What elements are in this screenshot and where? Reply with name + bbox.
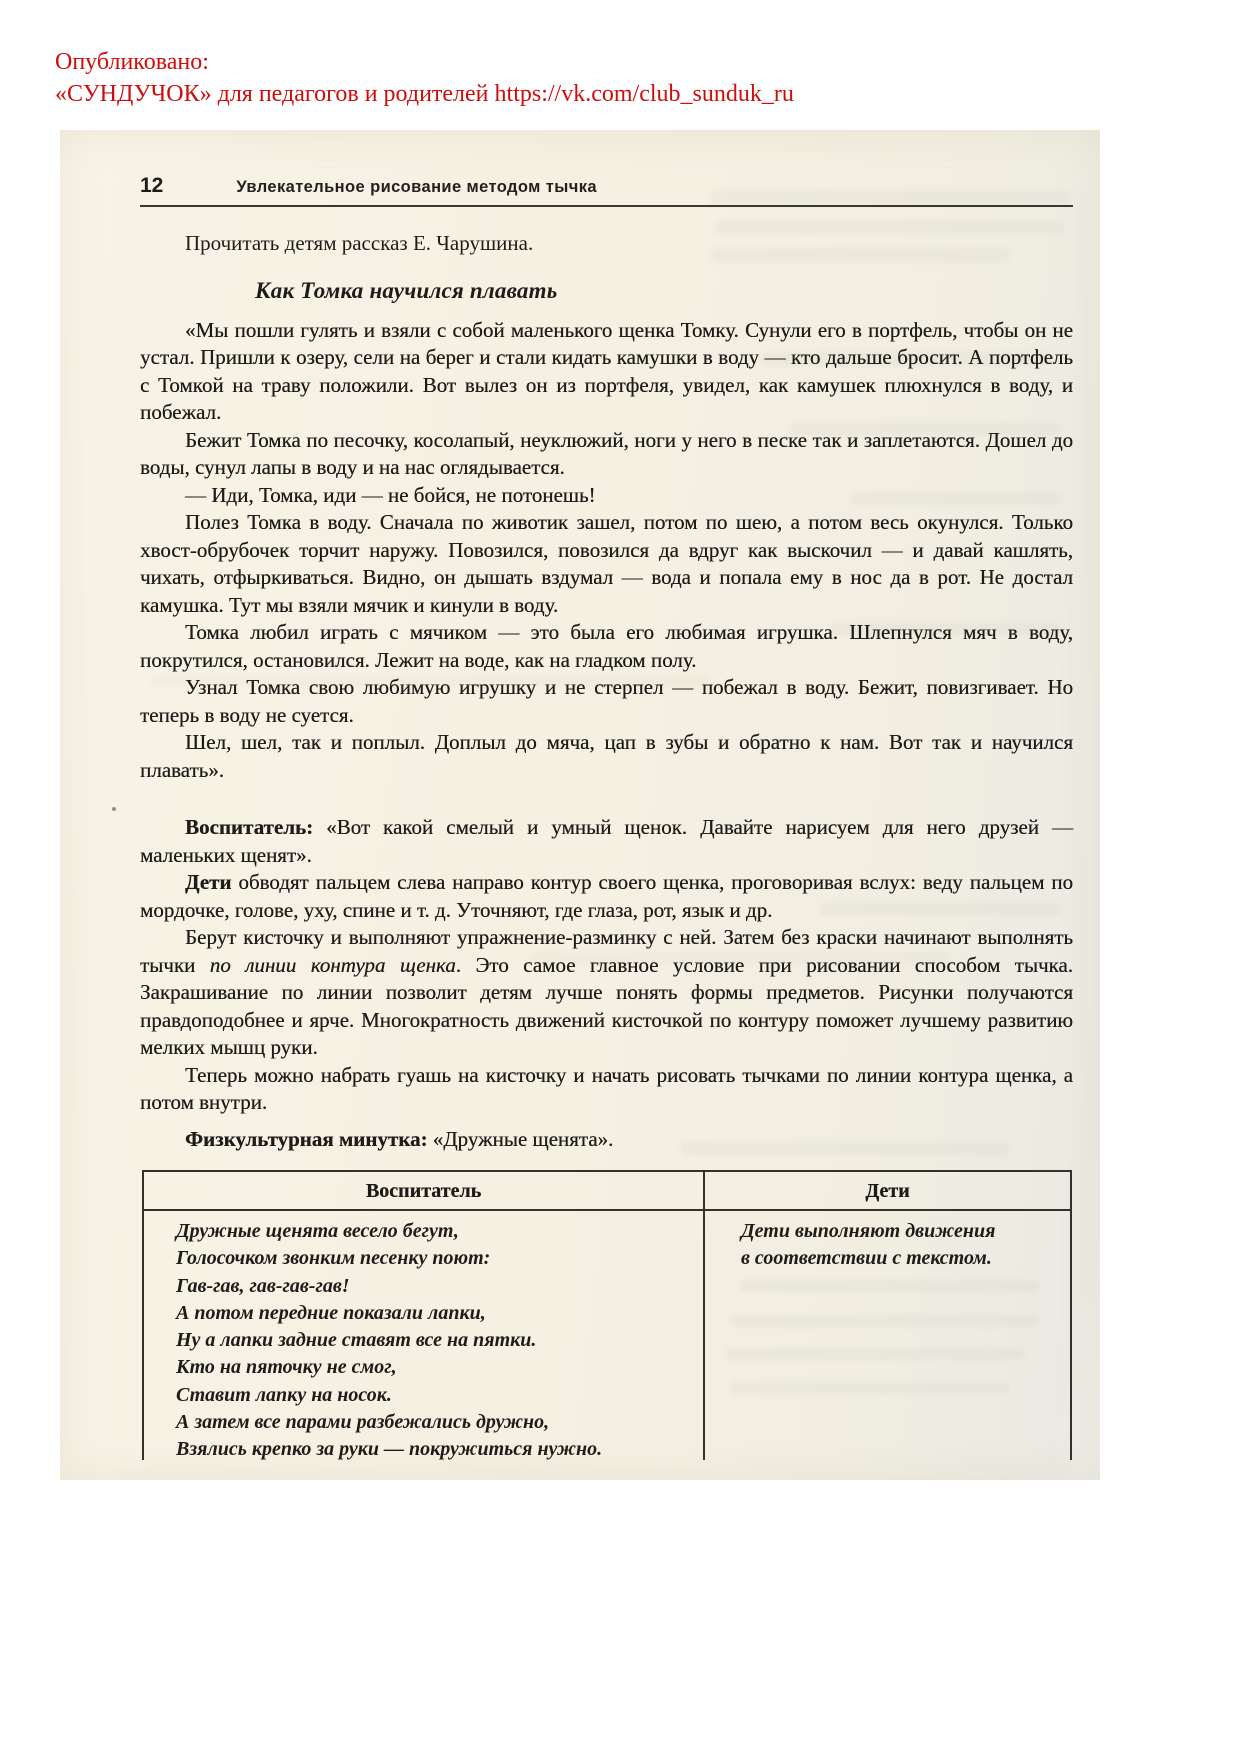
teacher-label: Воспитатель:	[185, 815, 314, 839]
story-paragraph: — Иди, Томка, иди — не бойся, не потонешь!	[185, 482, 596, 507]
column-header-teacher: Воспитатель	[144, 1172, 705, 1209]
children-label: Дети	[185, 870, 232, 894]
children-action-line: Дети выполняют движения	[741, 1220, 996, 1242]
children-paragraph	[140, 869, 1073, 924]
poem-line: А потом передние показали лапки,	[176, 1301, 486, 1324]
brush-text-2: . Это самое главное условие при рисовании способом тычка. Закрашивание по линии позволит детям лучше понять формы предметов. Рисунки получаются правдоподобнее и ярче. Многократность движений кисточкой по контуру поможет лучшему развитию мелких мышц руки.	[140, 952, 1073, 1059]
teacher-quote: «Вот какой смелый и умный щенок. Давайте нарисуем для него друзей — маленьких щенят».	[140, 815, 1073, 867]
story-paragraph: Бежит Томка по песочку, косолапый, неуклюжий, ноги у него в песке так и заплетаются. Дошел до воды, сунул лапы в воду и на нас оглядывается.	[140, 427, 1073, 479]
vk-link[interactable]: https://vk.com/club_sunduk_ru	[494, 81, 794, 107]
poem-line: Дружные щенята весело бегут,	[176, 1220, 459, 1242]
story-paragraph: «Мы пошли гулять и взяли с собой маленького щенка Томку. Сунули его в портфель, чтобы он не устал. Пришли к озеру, сели на берег и стали кидать камушки в воду — кто дальше бросит. А портфель с Томкой на траву положили. Вот вылез он из портфеля, увидел, как камушек плюхнулся в воду, и побежал.	[140, 317, 1073, 424]
publication-banner	[55, 46, 794, 110]
brush-italic-phrase: по линии контура щенка	[209, 952, 456, 977]
book-page-scan	[60, 130, 1100, 1480]
children-action-line: в соответствии с текстом.	[741, 1247, 992, 1270]
fizminutka-label: Физкультурная минутка:	[185, 1126, 428, 1151]
exercise-table	[142, 1170, 1072, 1460]
story-title: Как Томка научился плавать	[255, 277, 558, 303]
exercise-table-body	[144, 1211, 1070, 1460]
poem-line: Кто на пяточку не смог,	[176, 1356, 397, 1379]
poem-line: Взялись крепко за руки — покружиться нужно.	[176, 1438, 603, 1461]
story-paragraph: Шел, шел, так и поплыл. Доплыл до мяча, цап в зубы и обратно к нам. Вот так и научился плавать».	[140, 730, 1073, 782]
teacher-paragraph	[140, 814, 1073, 869]
fizminutka-title: «Дружные щенята».	[427, 1126, 614, 1151]
children-action-text: обводят пальцем слева направо контур своего щенка, проговоривая вслух: веду пальцем по мордочке, голове, уху, спине и т. д. Уточняют, где глаза, рот, язык и др.	[140, 870, 1073, 922]
poem-line: Гав-гав, гав-гав-гав!	[176, 1274, 350, 1297]
running-title: Увлекательное рисование методом тычка	[236, 178, 597, 196]
children-actions-cell	[705, 1211, 1070, 1460]
story-paragraph: Полез Томка в воду. Сначала по животик зашел, потом по шею, а потом весь окунулся. Только хвост-обрубочек торчит наружу. Повозился, повозился да вдруг как выскочил — и давай кашлять, чихать, отфыркиваться. Видно, он дышать вздумал — вода и попала ему в нос да в рот. Не достал камушка. Тут мы взяли мячик и кинули в воду.	[140, 510, 1073, 617]
page-number: 12	[140, 174, 164, 197]
column-header-children: Дети	[865, 1180, 910, 1202]
poem-line: Ну а лапки задние ставят все на пятки.	[176, 1329, 537, 1352]
reading-instruction: Прочитать детям рассказ Е. Чарушина.	[185, 231, 534, 255]
published-label: Опубликовано:	[55, 49, 209, 75]
published-source-line	[55, 78, 794, 110]
poem-line: Ставит лапку на носок.	[176, 1383, 392, 1406]
teacher-poem-cell	[144, 1211, 705, 1460]
brush-technique-paragraph	[140, 924, 1073, 1062]
story-paragraph: Томка любил играть с мячиком — это была его любимая игрушка. Шлепнулся мяч в воду, покрутился, остановился. Лежит на воде, как на гладком полу.	[140, 620, 1073, 672]
running-head	[140, 174, 1073, 198]
gouache-paragraph: Теперь можно набрать гуашь на кисточку и начать рисовать тычками по линии контура щенка, а потом внутри.	[140, 1062, 1073, 1114]
header-rule	[140, 205, 1073, 207]
page-content	[60, 130, 1100, 1460]
source-name: «СУНДУЧОК» для педагогов и родителей	[55, 81, 495, 107]
story-paragraph: Узнал Томка свою любимую игрушку и не стерпел — побежал в воду. Бежит, повизгивает. Но теперь в воду не суется.	[140, 675, 1073, 727]
poem-line: А затем все парами разбежались дружно,	[176, 1411, 550, 1434]
brush-text-1: Берут кисточку и выполняют упражнение-разминку с ней. Затем без краски начинают выполнять тычки	[140, 925, 1073, 977]
fizminutka-line	[140, 1126, 1073, 1154]
exercise-table-header	[144, 1172, 1070, 1211]
poem-line: Голосочком звонким песенку поют:	[176, 1247, 491, 1270]
